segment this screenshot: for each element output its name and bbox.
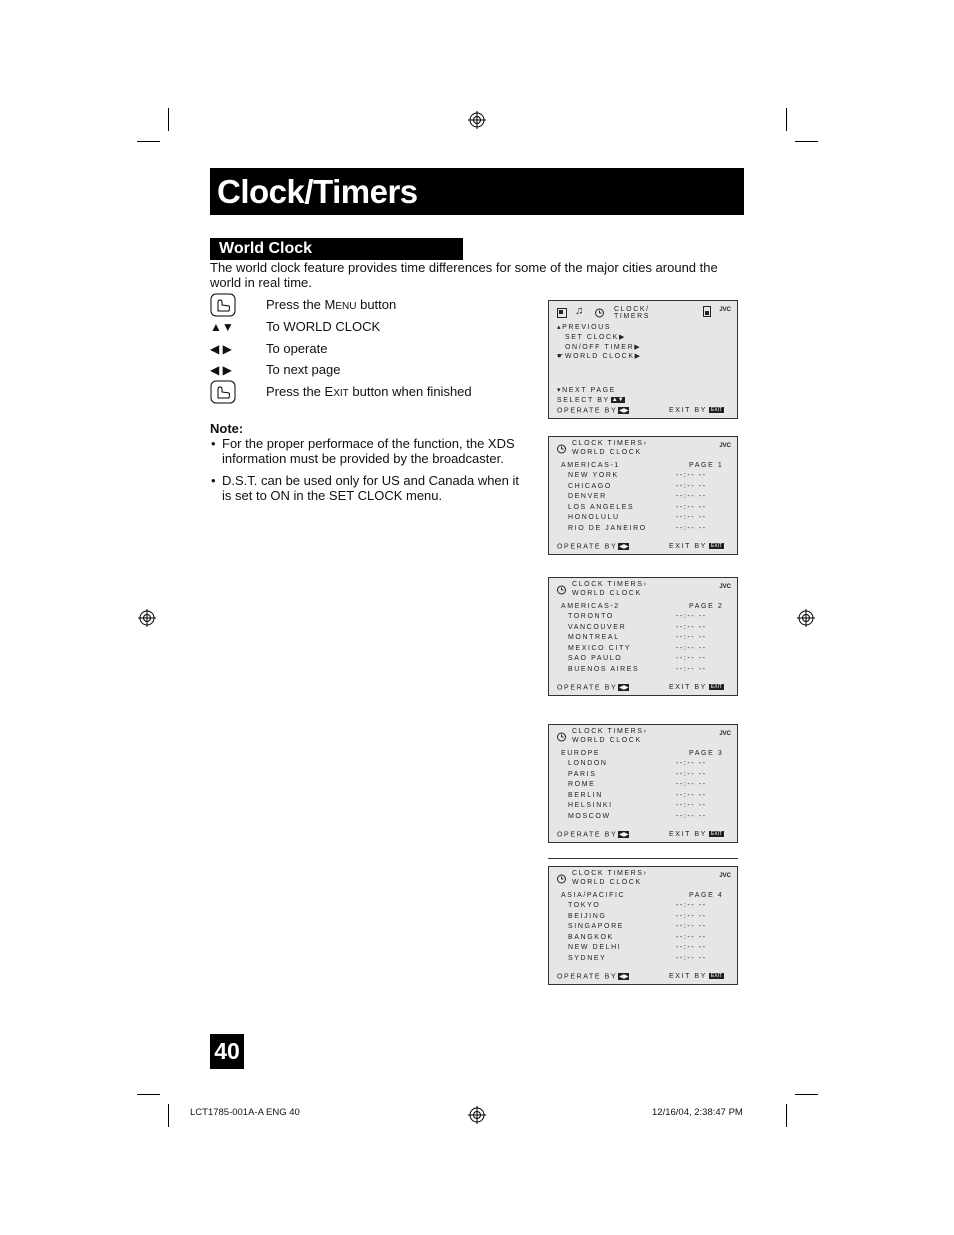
step-text: To next page [266, 362, 341, 378]
city-time: --:-- -- [676, 781, 707, 788]
alarm-clock-icon [594, 307, 605, 318]
city-time: --:-- -- [676, 514, 707, 521]
menu-item-on-off-timer[interactable]: ON/OFF TIMER▶ [565, 344, 642, 351]
city-name: SAO PAULO [568, 655, 623, 662]
exit-hint [669, 831, 724, 838]
hint-label: EXIT BY [669, 543, 707, 550]
city-name: LONDON [568, 760, 608, 767]
left-right-key-icon: ◀▶ [619, 544, 629, 550]
breadcrumb-item: CLOCK TIMERS [572, 581, 644, 588]
city-time: --:-- -- [676, 644, 707, 652]
city-time: --:-- -- [676, 933, 707, 941]
menu-item-next-page[interactable]: ▾NEXT PAGE [557, 387, 616, 394]
footer-left: LCT1785-001A-A ENG 40 [190, 1107, 300, 1118]
screen-title: WORLD CLOCK [572, 879, 642, 886]
alarm-clock-icon [556, 443, 567, 454]
hint-label: OPERATE BY [557, 407, 618, 415]
menu-header: TIMERS [614, 313, 651, 320]
city-name: BUENOS AIRES [568, 665, 640, 673]
city-name: SYDNEY [568, 954, 607, 962]
city-name: SINGAPORE [568, 923, 625, 930]
page-title: Clock/Timers [210, 168, 744, 215]
step-text: button [356, 297, 397, 312]
city-time: --:-- -- [676, 524, 707, 532]
city-name: NEW DELHI [568, 944, 622, 951]
region-label: AMERICAS-2 [561, 603, 620, 610]
region-label: EUROPE [561, 750, 601, 757]
crop-mark [168, 1104, 169, 1127]
brand-logo: JVC [719, 873, 731, 879]
page-indicator: PAGE 2 [689, 603, 724, 610]
intro-paragraph: The world clock feature provides time differences for some of the major cities around the world in real time. [210, 260, 718, 290]
brand-logo: JVC [719, 584, 731, 590]
breadcrumb-item: CLOCK TIMERS [572, 440, 644, 447]
left-right-key-icon: ◀▶ [619, 832, 629, 838]
step-press-exit [210, 381, 530, 403]
hand-press-icon [210, 294, 240, 316]
hint-label: OPERATE BY [557, 684, 618, 692]
page-indicator: PAGE 1 [689, 462, 724, 469]
city-time: --:-- -- [676, 623, 707, 631]
menu-label: ON/OFF TIMER [565, 344, 635, 351]
breadcrumb: CLOCK TIMERS› [572, 440, 648, 447]
step-world-clock [210, 316, 530, 338]
city-name: DENVER [568, 493, 607, 500]
registration-mark-icon [468, 1106, 486, 1124]
city-name: PARIS [568, 770, 597, 778]
menu-label: PREVIOUS [562, 324, 612, 331]
small-caps-text: ENU [335, 301, 357, 312]
screen-title: WORLD CLOCK [572, 590, 642, 597]
exit-key-icon: EXIT [710, 831, 723, 838]
city-time: --:-- -- [676, 770, 707, 778]
city-name: BANGKOK [568, 933, 614, 941]
breadcrumb-item: CLOCK TIMERS [572, 870, 644, 877]
exit-key-icon: EXIT [710, 684, 723, 691]
exit-key-icon: EXIT [710, 973, 723, 980]
alarm-clock-icon [556, 731, 567, 742]
city-time: --:-- -- [676, 923, 707, 930]
city-name: VANCOUVER [568, 623, 627, 631]
hand-press-icon [210, 381, 240, 403]
hint-label: EXIT BY [669, 407, 707, 414]
breadcrumb-item: CLOCK TIMERS [572, 728, 644, 735]
brand-logo: JVC [719, 443, 731, 449]
note-item: • D.S.T. can be used only for US and Canada when it is set to ON in the SET CLOCK menu. [210, 473, 530, 503]
divider-line [548, 858, 738, 859]
city-time: --:-- -- [676, 954, 707, 962]
city-time: --:-- -- [676, 760, 707, 767]
city-name: RIO DE JANEIRO [568, 524, 647, 532]
city-name: NEW YORK [568, 472, 619, 479]
step-press-menu [210, 294, 530, 316]
city-time: --:-- -- [676, 493, 707, 500]
city-name: HONOLULU [568, 514, 620, 521]
operate-hint [557, 973, 629, 980]
city-name: BEIJING [568, 912, 607, 920]
menu-label: SET CLOCK [565, 334, 619, 341]
instruction-steps [210, 294, 530, 403]
city-time: --:-- -- [676, 791, 707, 799]
note-list [210, 436, 530, 503]
exit-key-icon: EXIT [710, 543, 723, 550]
city-name: MONTREAL [568, 634, 620, 641]
brand-logo: JVC [719, 731, 731, 737]
menu-item-set-clock[interactable]: SET CLOCK▶ [565, 334, 626, 341]
menu-item-previous[interactable]: ▴PREVIOUS [557, 324, 612, 331]
city-name: HELSINKI [568, 802, 613, 809]
step-text: Press the M [266, 297, 336, 312]
left-right-key-icon: ◀▶ [619, 685, 629, 691]
lock-icon [703, 306, 711, 317]
hint-label: SELECT BY [557, 397, 610, 404]
city-name: LOS ANGELES [568, 503, 635, 511]
city-time: --:-- -- [676, 665, 707, 673]
note-item: • For the proper performace of the function, the XDS information must be provided by the broadcaster. [210, 436, 530, 466]
city-time: --:-- -- [676, 912, 707, 920]
region-label: ASIA/PACIFIC [561, 892, 626, 899]
hint-label: EXIT BY [669, 831, 707, 838]
menu-label: NEXT PAGE [562, 387, 616, 394]
up-down-key-icon: ▲▼ [611, 397, 624, 404]
world-clock-screen [548, 436, 738, 555]
left-right-arrows-icon: ◀ ▶ [210, 363, 232, 378]
exit-key-icon: EXIT [710, 407, 723, 414]
city-time: --:-- -- [676, 655, 707, 662]
step-text: To operate [266, 340, 328, 356]
region-label: AMERICAS-1 [561, 462, 620, 469]
brand-logo: JVC [719, 307, 731, 313]
step-text: To WORLD CLOCK [266, 318, 381, 334]
note-block [210, 421, 530, 510]
city-name: ROME [568, 781, 596, 788]
city-name: MEXICO CITY [568, 644, 632, 652]
city-name: TORONTO [568, 613, 614, 620]
menu-item-world-clock[interactable]: ☛WORLD CLOCK▶ [557, 353, 642, 360]
world-clock-screen [548, 724, 738, 843]
world-clock-screen [548, 577, 738, 696]
footer-right: 12/16/04, 2:38:47 PM [652, 1107, 743, 1118]
page-indicator: PAGE 3 [689, 750, 724, 757]
world-clock-screen [548, 866, 738, 985]
operate-hint [557, 684, 629, 691]
picture-icon [557, 308, 567, 318]
step-operate [210, 338, 530, 360]
menu-label: WORLD CLOCK [564, 353, 635, 360]
registration-mark-icon [468, 111, 486, 129]
step-text: Press the E [266, 384, 334, 400]
left-right-key-icon: ◀▶ [619, 408, 629, 414]
crop-mark [168, 108, 169, 131]
city-name: MOSCOW [568, 812, 611, 820]
city-time: --:-- -- [676, 812, 707, 820]
city-time: --:-- -- [676, 613, 707, 620]
city-time: --:-- -- [676, 902, 707, 909]
crop-mark [795, 1094, 818, 1095]
section-heading: World Clock [210, 238, 463, 260]
hint-label: OPERATE BY [557, 831, 618, 839]
hint-label: EXIT BY [669, 973, 707, 980]
crop-mark [137, 1094, 160, 1095]
left-right-arrows-icon: ◀ ▶ [210, 341, 232, 356]
alarm-clock-icon [556, 873, 567, 884]
city-name: BERLIN [568, 791, 603, 799]
operate-hint [557, 831, 629, 838]
registration-mark-icon [797, 609, 815, 627]
city-time: --:-- -- [676, 634, 707, 641]
page-indicator: PAGE 4 [689, 892, 724, 899]
city-time: --:-- -- [676, 482, 707, 490]
exit-hint [669, 407, 724, 414]
breadcrumb: CLOCK TIMERS› [572, 870, 648, 877]
breadcrumb: CLOCK TIMERS› [572, 581, 648, 588]
left-right-key-icon: ◀▶ [619, 974, 629, 980]
city-time: --:-- -- [676, 472, 707, 479]
crop-mark [786, 1104, 787, 1127]
breadcrumb: CLOCK TIMERS› [572, 728, 648, 735]
hint-label: OPERATE BY [557, 543, 618, 551]
crop-mark [795, 141, 818, 142]
exit-hint [669, 973, 724, 980]
city-time: --:-- -- [676, 802, 707, 809]
small-caps-text: XIT [333, 388, 349, 400]
exit-hint [669, 684, 724, 691]
city-name: TOKYO [568, 902, 601, 909]
hint-label: OPERATE BY [557, 973, 618, 981]
city-name: CHICAGO [568, 482, 612, 490]
city-time: --:-- -- [676, 944, 707, 951]
crop-mark [137, 141, 160, 142]
city-time: --:-- -- [676, 503, 707, 511]
registration-mark-icon [138, 609, 156, 627]
step-next-page [210, 359, 530, 381]
crop-mark [786, 108, 787, 131]
hint-label: EXIT BY [669, 684, 707, 691]
menu-screen [548, 300, 738, 419]
screen-title: WORLD CLOCK [572, 737, 642, 744]
page-number: 40 [210, 1034, 244, 1069]
menu-header: CLOCK/ [614, 306, 650, 313]
select-hint [557, 397, 625, 404]
operate-hint [557, 543, 629, 550]
up-down-arrows-icon: ▲▼ [210, 319, 234, 334]
step-text: button when finished [348, 384, 472, 400]
operate-hint [557, 407, 629, 414]
screen-title: WORLD CLOCK [572, 449, 642, 456]
music-note-icon: ♫ [575, 305, 584, 317]
note-title: Note: [210, 421, 244, 436]
exit-hint [669, 543, 724, 550]
alarm-clock-icon [556, 584, 567, 595]
